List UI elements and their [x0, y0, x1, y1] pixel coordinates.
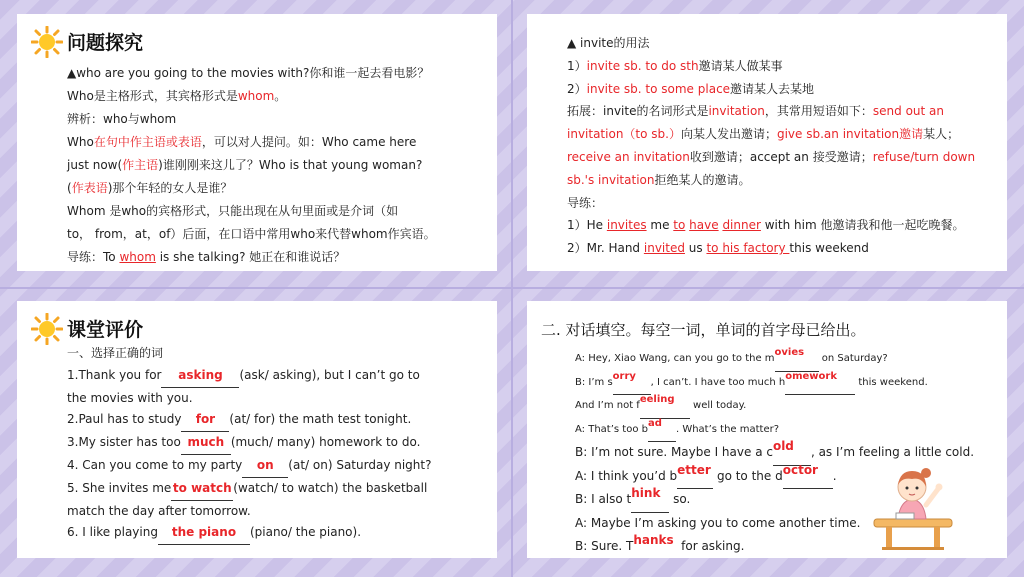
text-line: match the day after tomorrow.	[67, 503, 251, 518]
panel-dialogue-fill	[527, 301, 1007, 558]
text-line: the movies with you.	[67, 390, 193, 405]
panel-invite-usage	[527, 14, 1007, 271]
answer: for	[181, 409, 229, 432]
text-line: 导练：	[567, 195, 604, 210]
answer: much	[181, 432, 231, 455]
dialogue-line: A: I think you’d better go to the doctor .	[575, 465, 997, 489]
panel-question-explore	[17, 14, 497, 271]
answer: the piano	[158, 522, 250, 545]
dialogue-line: B: Sure. Thanks for asking.	[575, 535, 997, 558]
answer: on	[242, 455, 288, 478]
text-line: to， from，at，of）后面，在口语中常用who来代替whom作宾语。	[67, 227, 436, 241]
text-line: 辨析：who与whom	[67, 112, 177, 126]
text-line: 1）He invites me to have dinner with him 他邀请我和他一起吃晚餐。	[567, 218, 965, 233]
question-3: 3.My sister has too much (much/ many) homework to do.	[67, 432, 487, 455]
invite-text	[567, 32, 997, 260]
dialogue-line: B: I’m sorry, I can’t. I have too much homework this weekend.	[575, 371, 997, 395]
sun-icon	[31, 313, 63, 345]
dialogue-line: A: That’s too bad. What’s the matter?	[575, 418, 997, 442]
sun-icon	[31, 26, 63, 58]
text-line: (作表语)那个年轻的女人是谁？	[67, 181, 233, 195]
panel-title: 课堂评价	[67, 319, 144, 341]
dialogue-line: And I’m not feeling well today.	[575, 394, 997, 418]
text-line: 1）invite sb. to do sth邀请某人做某事	[567, 58, 783, 73]
text-line: Whom 是who的宾格形式，只能出现在从句里面或是介词（如	[67, 204, 399, 218]
text-line: just now(作主语)谁刚刚来这儿了？Who is that young woman?	[67, 158, 423, 172]
answer: to watch	[171, 478, 233, 501]
dialogue-line: B: I also think so.	[575, 488, 997, 512]
girl-at-desk-illustration	[872, 461, 957, 551]
exercise-list	[67, 343, 487, 545]
question-2: 2.Paul has to study for (at/ for) the math test tonight.	[67, 409, 487, 432]
answer: asking	[161, 365, 239, 388]
text-line: 2）invite sb. to some place邀请某人去某地	[567, 81, 815, 96]
text-line: sb.'s invitation拒绝某人的邀请。	[567, 172, 751, 187]
text-line: invitation（to sb.）向某人发出邀请；give sb.an invitation邀请某人；	[567, 127, 960, 142]
dialogue-line: B: I’m not sure. Maybe I have a cold , as I’m feeling a little cold.	[575, 441, 997, 465]
dialogue-line: A: Maybe I’m asking you to come another time.	[575, 515, 861, 530]
text-line: ▲who are you going to the movies with?你和谁一起去看电影？	[67, 66, 430, 80]
text-line: receive an invitation收到邀请；accept an 接受邀请；refuse/turn down	[567, 149, 976, 164]
text-line: 导练：To whom is she talking? 她正在和谁说话？	[67, 250, 346, 264]
question-1: 1.Thank you for asking (ask/ asking), but I can’t go to	[67, 365, 487, 388]
question-4: 4. Can you come to my party on (at/ on) Saturday night?	[67, 455, 487, 478]
question-5: 5. She invites me to watch (watch/ to watch) the basketball	[67, 478, 487, 501]
text-line: Who在句中作主语或表语，可以对人提问。如：Who came here	[67, 135, 417, 149]
exercise-heading: 二. 对话填空。每空一词，单词的首字母已给出。	[541, 321, 866, 339]
text-line: 2）Mr. Hand invited us to his factory this weekend	[567, 241, 869, 256]
panel-class-evaluation	[17, 301, 497, 558]
explanation-text	[67, 62, 487, 269]
dialogue-line: A: Hey, Xiao Wang, can you go to the movies on Saturday?	[575, 347, 997, 371]
section-heading: 一、选择正确的词	[67, 346, 164, 360]
horizontal-divider	[0, 287, 1024, 289]
text-line: Who是主格形式，其宾格形式是whom。	[67, 89, 287, 103]
question-6: 6. I like playing the piano (piano/ the piano).	[67, 522, 487, 545]
text-line: ▲ invite的用法	[567, 36, 650, 50]
text-line: 拓展：invite的名词形式是invitation，其常用短语如下：send out an	[567, 104, 945, 119]
panel-title: 问题探究	[67, 32, 144, 54]
